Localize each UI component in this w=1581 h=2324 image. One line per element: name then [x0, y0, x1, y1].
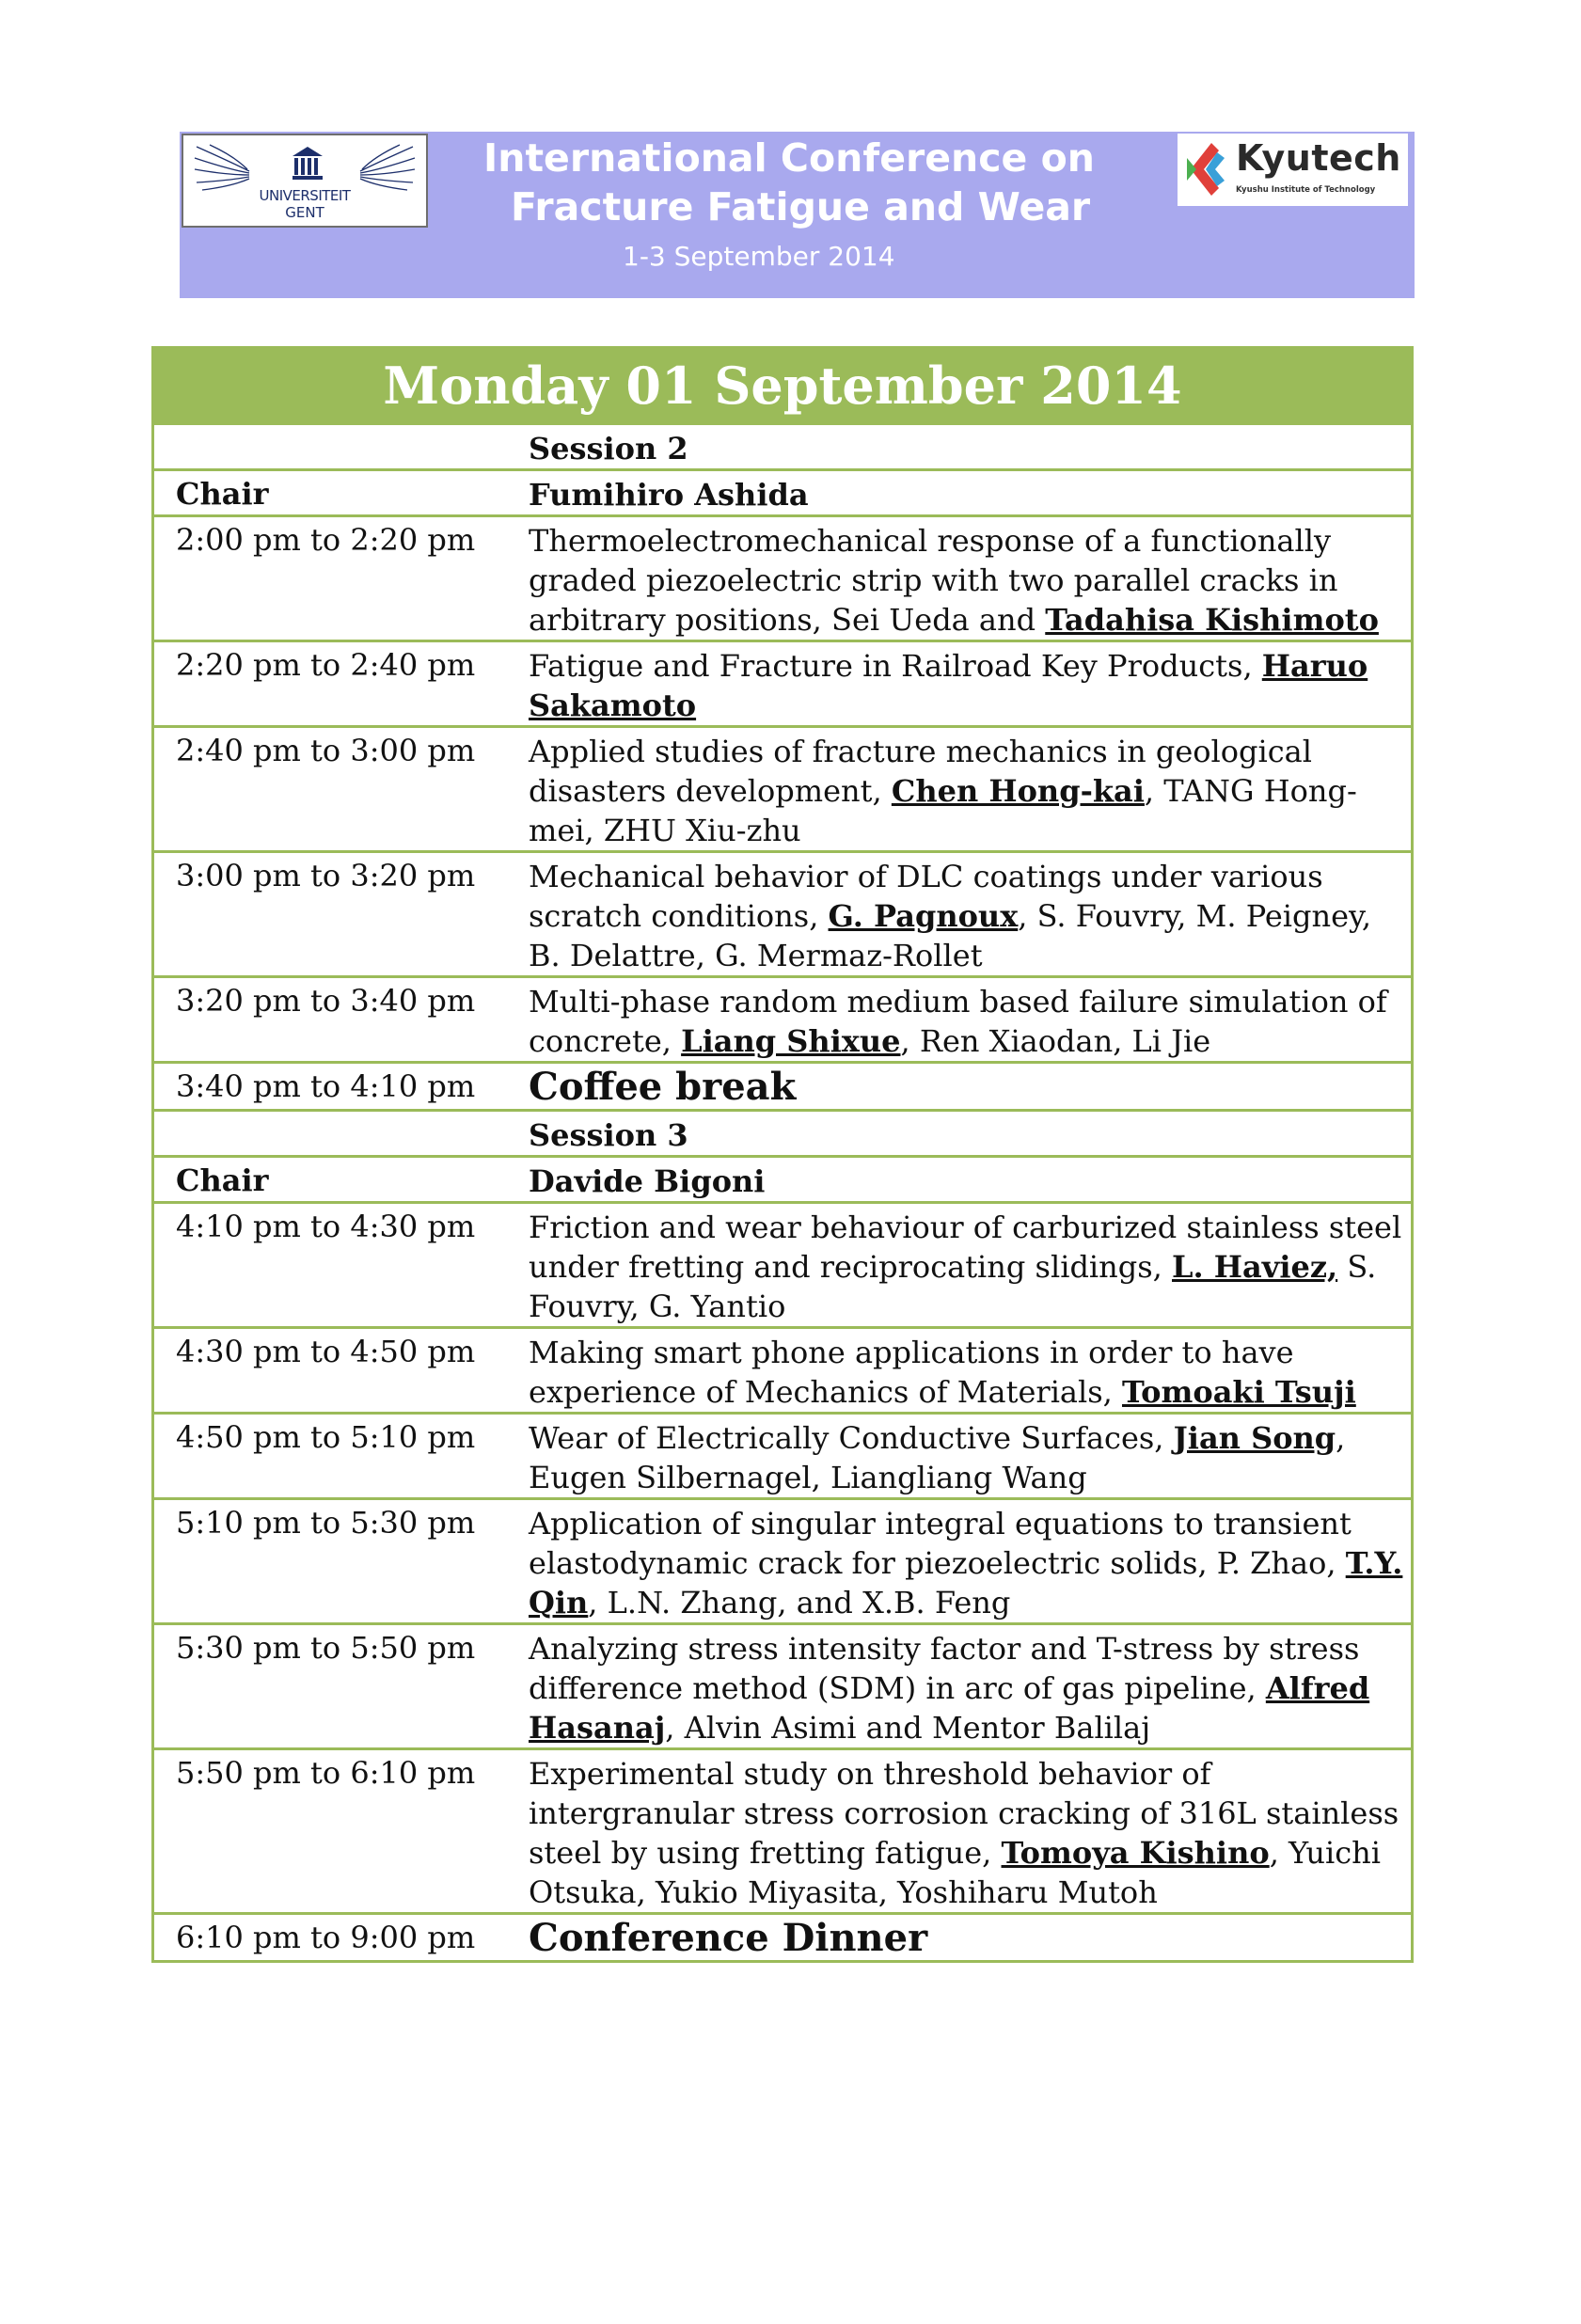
chair-label: Chair	[176, 1162, 269, 1198]
talk-text: Friction and wear behaviour of carburized stainless steel under fretting and reciprocating slidings,	[529, 1209, 1402, 1285]
talk-description	[529, 1625, 1408, 1747]
table-row	[154, 1109, 1411, 1155]
time-slot: 3:00 pm to 3:20 pm	[176, 858, 476, 893]
presenter-name: G. Pagnoux	[828, 898, 1019, 934]
table-row	[154, 1326, 1411, 1412]
presenter-name: Liang Shixue	[681, 1023, 901, 1059]
talk-text: , Alvin Asimi and Mentor Balilaj	[665, 1710, 1151, 1746]
talk-text: , Yuichi Otsuka, Yukio Miyasita, Yoshiharu Mutoh	[529, 1835, 1381, 1910]
talk-text: , Ren Xiaodan, Li Jie	[900, 1023, 1211, 1059]
talk-description	[529, 1415, 1408, 1497]
table-row	[154, 1061, 1411, 1109]
presenter-name: Haruo Sakamoto	[529, 648, 1368, 723]
table-row	[154, 1912, 1411, 1960]
kyutech-mark-icon	[1183, 139, 1230, 199]
table-row	[154, 468, 1411, 514]
event-label: Conference Dinner	[529, 1916, 928, 1960]
time-slot: 2:40 pm to 3:00 pm	[176, 733, 476, 768]
talk-text: Fatigue and Fracture in Railroad Key Products,	[529, 648, 1262, 684]
table-row	[154, 975, 1411, 1061]
talk-text: Mechanical behavior of DLC coatings under various scratch conditions,	[529, 859, 1323, 934]
feather-left-icon	[193, 143, 251, 192]
university-name-line2: GENT	[285, 204, 324, 221]
talk-description	[529, 1158, 1408, 1201]
talk-text: Thermoelectromechanical response of a functionally graded piezoelectric strip with two parallel cracks in arbitrary positions, Sei Ueda and	[529, 523, 1338, 638]
session-label: Session 2	[529, 431, 688, 466]
temple-icon	[291, 145, 324, 182]
day-title: Monday 01 September 2014	[154, 349, 1411, 422]
time-slot: 2:00 pm to 2:20 pm	[176, 522, 476, 558]
time-slot: 4:30 pm to 4:50 pm	[176, 1334, 476, 1369]
time-slot: 6:10 pm to 9:00 pm	[176, 1920, 476, 1955]
table-row	[154, 514, 1411, 640]
presenter-name: Jian Song	[1173, 1420, 1336, 1456]
chair-label: Chair	[176, 476, 269, 512]
table-row	[154, 1497, 1411, 1622]
talk-description	[529, 1500, 1408, 1622]
talk-description	[529, 642, 1408, 725]
talk-description	[529, 1064, 1408, 1109]
talk-description	[529, 471, 1408, 514]
table-row	[154, 1201, 1411, 1326]
table-row	[154, 725, 1411, 850]
talk-description	[529, 978, 1408, 1061]
time-slot: 5:30 pm to 5:50 pm	[176, 1630, 476, 1666]
table-row	[154, 1412, 1411, 1497]
talk-description	[529, 728, 1408, 850]
session-label: Session 3	[529, 1117, 688, 1153]
schedule-rows	[154, 422, 1411, 1960]
talk-description	[529, 1750, 1408, 1912]
conference-banner	[180, 132, 1415, 298]
talk-text: , S. Fouvry, M. Peigney, B. Delattre, G. Mermaz-Rollet	[529, 898, 1372, 973]
presenter-name: Alfred Hasanaj	[529, 1670, 1370, 1746]
talk-text: Wear of Electrically Conductive Surfaces,	[529, 1420, 1174, 1456]
kyutech-subtitle: Kyushu Institute of Technology	[1236, 185, 1376, 195]
talk-description	[529, 1112, 1408, 1155]
university-name-line1: UNIVERSITEIT	[259, 187, 351, 204]
talk-text: S. Fouvry, G. Yantio	[529, 1249, 1377, 1324]
talk-text: Application of singular integral equations to transient elastodynamic crack for piezoelectric solids, P. Zhao,	[529, 1506, 1352, 1581]
presenter-name: Tomoya Kishino	[1001, 1835, 1270, 1871]
feather-right-icon	[358, 143, 417, 192]
talk-text: Multi-phase random medium based failure simulation of concrete,	[529, 984, 1387, 1059]
time-slot: 5:50 pm to 6:10 pm	[176, 1755, 476, 1791]
event-label: Coffee break	[529, 1065, 797, 1109]
schedule-table	[151, 346, 1414, 1963]
talk-description	[529, 1329, 1408, 1412]
talk-text: Making smart phone applications in order to have experience of Mechanics of Materials,	[529, 1335, 1294, 1410]
session-label: Fumihiro Ashida	[529, 477, 809, 513]
table-row	[154, 640, 1411, 725]
conference-title-line2: Fracture Fatigue and Wear	[511, 184, 1091, 229]
talk-description	[529, 1204, 1408, 1326]
conference-dates: 1-3 September 2014	[623, 241, 895, 272]
talk-description	[529, 425, 1408, 468]
presenter-name: L. Haviez,	[1172, 1249, 1338, 1285]
time-slot: 4:10 pm to 4:30 pm	[176, 1209, 476, 1244]
table-row	[154, 422, 1411, 468]
time-slot: 4:50 pm to 5:10 pm	[176, 1419, 476, 1455]
talk-text: , TANG Hong-mei, ZHU Xiu-zhu	[529, 773, 1357, 848]
table-row	[154, 850, 1411, 975]
time-slot: 3:20 pm to 3:40 pm	[176, 983, 476, 1019]
talk-description	[529, 1915, 1408, 1960]
time-slot: 5:10 pm to 5:30 pm	[176, 1505, 476, 1541]
talk-text: Experimental study on threshold behavior of intergranular stress corrosion cracking of 316L stainless steel by using fretting fatigue,	[529, 1756, 1399, 1871]
time-slot: 2:20 pm to 2:40 pm	[176, 647, 476, 683]
session-label: Davide Bigoni	[529, 1163, 766, 1199]
time-slot	[154, 425, 529, 468]
presenter-name: T.Y. Qin	[529, 1545, 1403, 1620]
presenter-name: Chen Hong-kai	[891, 773, 1145, 809]
time-slot: 3:40 pm to 4:10 pm	[176, 1068, 476, 1104]
table-row	[154, 1155, 1411, 1201]
talk-description	[529, 517, 1408, 640]
presenter-name: Tomoaki Tsuji	[1122, 1374, 1356, 1410]
kyutech-logo	[1178, 134, 1408, 206]
table-row	[154, 1747, 1411, 1912]
conference-title-line1: International Conference on	[483, 135, 1095, 181]
time-slot	[154, 1112, 529, 1155]
table-row	[154, 1622, 1411, 1747]
talk-text: Applied studies of fracture mechanics in geological disasters development,	[529, 734, 1312, 809]
talk-text: , Eugen Silbernagel, Liangliang Wang	[529, 1420, 1346, 1495]
ugent-logo	[182, 134, 428, 228]
kyutech-name: Kyutech	[1236, 137, 1401, 179]
talk-description	[529, 853, 1408, 975]
presenter-name: Tadahisa Kishimoto	[1045, 602, 1379, 638]
talk-text: , L.N. Zhang, and X.B. Feng	[588, 1585, 1011, 1620]
talk-text: Analyzing stress intensity factor and T-stress by stress difference method (SDM) in arc of gas pipeline,	[529, 1631, 1360, 1706]
